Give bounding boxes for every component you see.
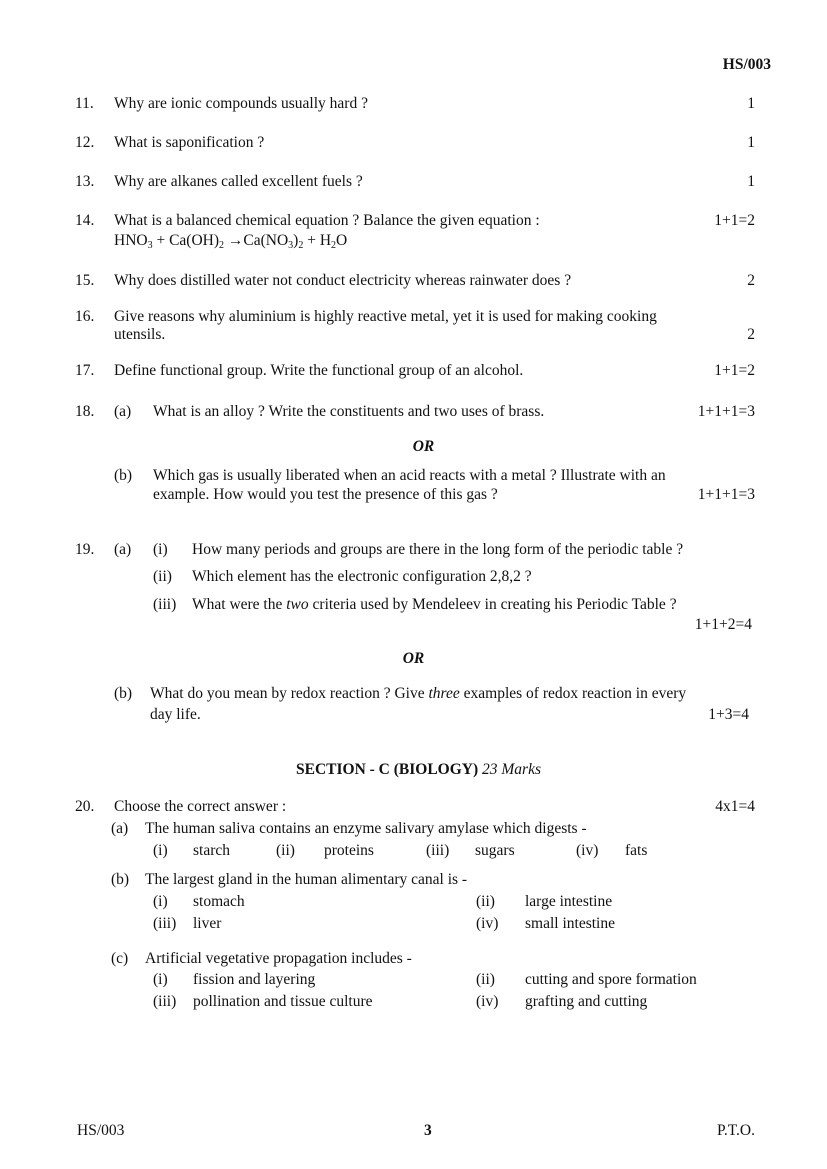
q19-a-ii-label: (ii) <box>153 568 172 585</box>
paper-code-header: HS/003 <box>722 56 771 73</box>
q14-number: 14. <box>75 212 95 229</box>
q20-b-option-iii-label: (iii) <box>153 915 177 932</box>
q19-a-i-label: (i) <box>153 541 168 558</box>
q20-a-option-iii-label: (iii) <box>426 842 450 859</box>
page-number: 3 <box>424 1122 432 1139</box>
q20-c-option-ii-text: cutting and spore formation <box>525 971 697 988</box>
q20-a-label: (a) <box>111 820 129 837</box>
q16-text-line2: utensils. <box>114 326 166 343</box>
q20-a-text: The human saliva contains an enzyme salivary amylase which digests - <box>145 820 587 837</box>
q13-text: Why are alkanes called excellent fuels ? <box>114 173 363 190</box>
q20-number: 20. <box>75 798 95 815</box>
q20-c-option-iv-text: grafting and cutting <box>525 993 648 1010</box>
q19-a-i-text: How many periods and groups are there in the long form of the periodic table ? <box>192 541 684 558</box>
q20-c-label: (c) <box>111 950 129 967</box>
q19-b-text-line1: What do you mean by redox reaction ? Give three examples of redox reaction in every <box>150 685 687 702</box>
q20-b-option-iii-text: liver <box>193 915 222 932</box>
q16-number: 16. <box>75 308 95 325</box>
q11-number: 11. <box>75 95 94 112</box>
q13-number: 13. <box>75 173 95 190</box>
q15-number: 15. <box>75 272 95 289</box>
q20-c-option-iii-text: pollination and tissue culture <box>193 993 373 1010</box>
q20-a-option-iv-label: (iv) <box>576 842 599 859</box>
q20-a-option-i-label: (i) <box>153 842 168 859</box>
q17-marks: 1+1=2 <box>714 362 755 379</box>
q20-a-option-i-text: starch <box>193 842 231 859</box>
q19-a-iii-label: (iii) <box>153 596 177 613</box>
q12-text: What is saponification ? <box>114 134 265 151</box>
q14-marks: 1+1=2 <box>714 212 755 229</box>
paper-code-footer: HS/003 <box>77 1122 125 1139</box>
q19-b-label: (b) <box>114 685 133 702</box>
q18-a-label: (a) <box>114 403 132 420</box>
q20-a-option-ii-label: (ii) <box>276 842 295 859</box>
q20-c-option-iii-label: (iii) <box>153 993 177 1010</box>
q12-number: 12. <box>75 134 95 151</box>
q16-text-line1: Give reasons why aluminium is highly reactive metal, yet it is used for making cooking <box>114 308 657 325</box>
q20-b-option-i-label: (i) <box>153 893 168 910</box>
q20-b-option-iv-text: small intestine <box>525 915 615 932</box>
reaction-arrow: → <box>224 232 244 249</box>
pto-label: P.T.O. <box>716 1122 755 1139</box>
q14-text: What is a balanced chemical equation ? Balance the given equation : <box>114 212 540 229</box>
q19-b-text-line2: day life. <box>150 706 201 723</box>
q20-c-option-ii-label: (ii) <box>476 971 495 988</box>
q18-a-text: What is an alloy ? Write the constituents and two uses of brass. <box>153 403 545 420</box>
q12-marks: 1 <box>747 134 755 151</box>
q20-b-text: The largest gland in the human alimentary canal is - <box>145 871 468 888</box>
q20-c-text: Artificial vegetative propagation includes - <box>145 950 412 967</box>
q20-a-option-ii-text: proteins <box>324 842 374 859</box>
q18-or: OR <box>412 438 435 455</box>
q20-a-option-iv-text: fats <box>625 842 648 859</box>
q20-c-option-i-label: (i) <box>153 971 168 988</box>
q15-text: Why does distilled water not conduct electricity whereas rainwater does ? <box>114 272 572 289</box>
q16-marks: 2 <box>747 326 755 343</box>
q20-a-option-iii-text: sugars <box>475 842 515 859</box>
q20-b-option-ii-text: large intestine <box>525 893 613 910</box>
q19-or: OR <box>402 650 425 667</box>
q20-b-label: (b) <box>111 871 130 888</box>
q18-a-marks: 1+1+1=3 <box>697 403 755 420</box>
q20-marks: 4x1=4 <box>715 798 755 815</box>
q20-c-option-i-text: fission and layering <box>193 971 316 988</box>
q15-marks: 2 <box>747 272 755 289</box>
q11-text: Why are ionic compounds usually hard ? <box>114 95 368 112</box>
q17-number: 17. <box>75 362 95 379</box>
q19-a-iii-text: What were the two criteria used by Mendeleev in creating his Periodic Table ? <box>192 596 677 613</box>
q18-b-label: (b) <box>114 467 133 484</box>
q19-number: 19. <box>75 541 95 558</box>
q20-b-option-ii-label: (ii) <box>476 893 495 910</box>
q20-c-option-iv-label: (iv) <box>476 993 499 1010</box>
q13-marks: 1 <box>747 173 755 190</box>
q18-b-text-line1: Which gas is usually liberated when an acid reacts with a metal ? Illustrate with an <box>153 467 666 484</box>
q17-text: Define functional group. Write the functional group of an alcohol. <box>114 362 524 379</box>
q18-b-text-line2: example. How would you test the presence of this gas ? <box>153 486 498 503</box>
q19-a-ii-text: Which element has the electronic configuration 2,8,2 ? <box>192 568 532 585</box>
section-c-heading: SECTION - C (BIOLOGY) 23 Marks <box>295 761 541 778</box>
q20-text: Choose the correct answer : <box>114 798 287 815</box>
q20-b-option-iv-label: (iv) <box>476 915 499 932</box>
q14-chemical-equation: $HNO_3 + Ca(OH)_2 \to Ca(NO_3)_2 + H_2O$ <box>114 232 348 251</box>
q20-b-option-i-text: stomach <box>193 893 245 910</box>
q19-a-marks: 1+1+2=4 <box>694 616 752 633</box>
q19-a-label: (a) <box>114 541 132 558</box>
q18-b-marks: 1+1+1=3 <box>697 486 755 503</box>
q19-b-marks: 1+3=4 <box>708 706 749 723</box>
q18-number: 18. <box>75 403 95 420</box>
q11-marks: 1 <box>747 95 755 112</box>
